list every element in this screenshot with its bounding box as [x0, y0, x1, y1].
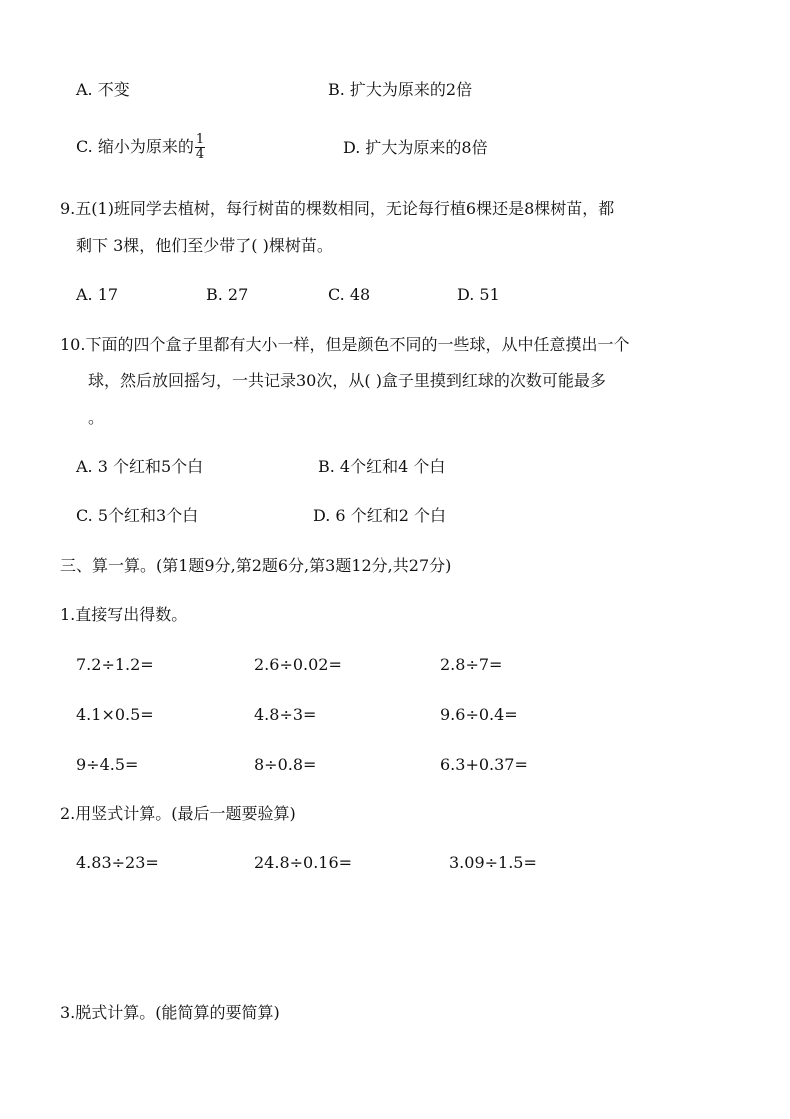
calc-item: 8÷0.8= [254, 755, 317, 774]
q10-stem-line3: 。 [88, 408, 105, 427]
calc-item: 2.8÷7= [440, 655, 503, 674]
fraction-denominator: 4 [195, 147, 205, 162]
fraction-one-quarter [195, 133, 205, 162]
vertical-calc-item: 3.09÷1.5= [449, 853, 537, 872]
q8-option-d: D. 扩大为原来的8倍 [343, 138, 488, 157]
part1-title: 1.直接写出得数。 [60, 605, 188, 624]
q9-stem-line1: 9.五(1)班同学去植树，每行树苗的棵数相同，无论每行植6棵还是8棵树苗，都 [60, 199, 615, 218]
q9-option-a: A. 17 [76, 285, 119, 304]
q9-stem-line2: 剩下 3棵，他们至少带了( )棵树苗。 [76, 236, 333, 255]
q9-option-d: D. 51 [457, 285, 500, 304]
q8-option-a: A. 不变 [76, 80, 130, 99]
vertical-calc-item: 24.8÷0.16= [254, 853, 353, 872]
q10-stem-line2: 球，然后放回摇匀，一共记录30次，从( )盒子里摸到红球的次数可能最多 [88, 371, 606, 390]
vertical-calc-item: 4.83÷23= [76, 853, 159, 872]
q10-option-a: A. 3 个红和5个白 [76, 457, 204, 476]
part3-title: 3.脱式计算。(能简算的要简算) [60, 1003, 280, 1022]
q9-option-b: B. 27 [206, 285, 249, 304]
calc-item: 9÷4.5= [76, 755, 139, 774]
q8-option-c [76, 130, 205, 164]
q9-option-c: C. 48 [328, 285, 371, 304]
calc-item: 4.8÷3= [254, 705, 317, 724]
calc-item: 4.1×0.5= [76, 705, 154, 724]
part2-title: 2.用竖式计算。(最后一题要验算) [60, 804, 296, 823]
fraction-numerator: 1 [195, 132, 205, 147]
q10-stem-line1: 10.下面的四个盒子里都有大小一样，但是颜色不同的一些球，从中任意摸出一个 [60, 335, 630, 354]
calc-item: 9.6÷0.4= [440, 705, 518, 724]
calc-item: 6.3+0.37= [440, 755, 528, 774]
section3-title: 三、算一算。(第1题9分,第2题6分,第3题12分,共27分) [60, 556, 452, 575]
q10-option-d: D. 6 个红和2 个白 [313, 506, 446, 525]
calc-item: 7.2÷1.2= [76, 655, 154, 674]
calc-item: 2.6÷0.02= [254, 655, 342, 674]
q10-option-c: C. 5个红和3个白 [76, 506, 199, 525]
q10-option-b: B. 4个红和4 个白 [318, 457, 446, 476]
q8-option-c-text: C. 缩小为原来的 [76, 137, 194, 156]
q8-option-b: B. 扩大为原来的2倍 [328, 80, 473, 99]
